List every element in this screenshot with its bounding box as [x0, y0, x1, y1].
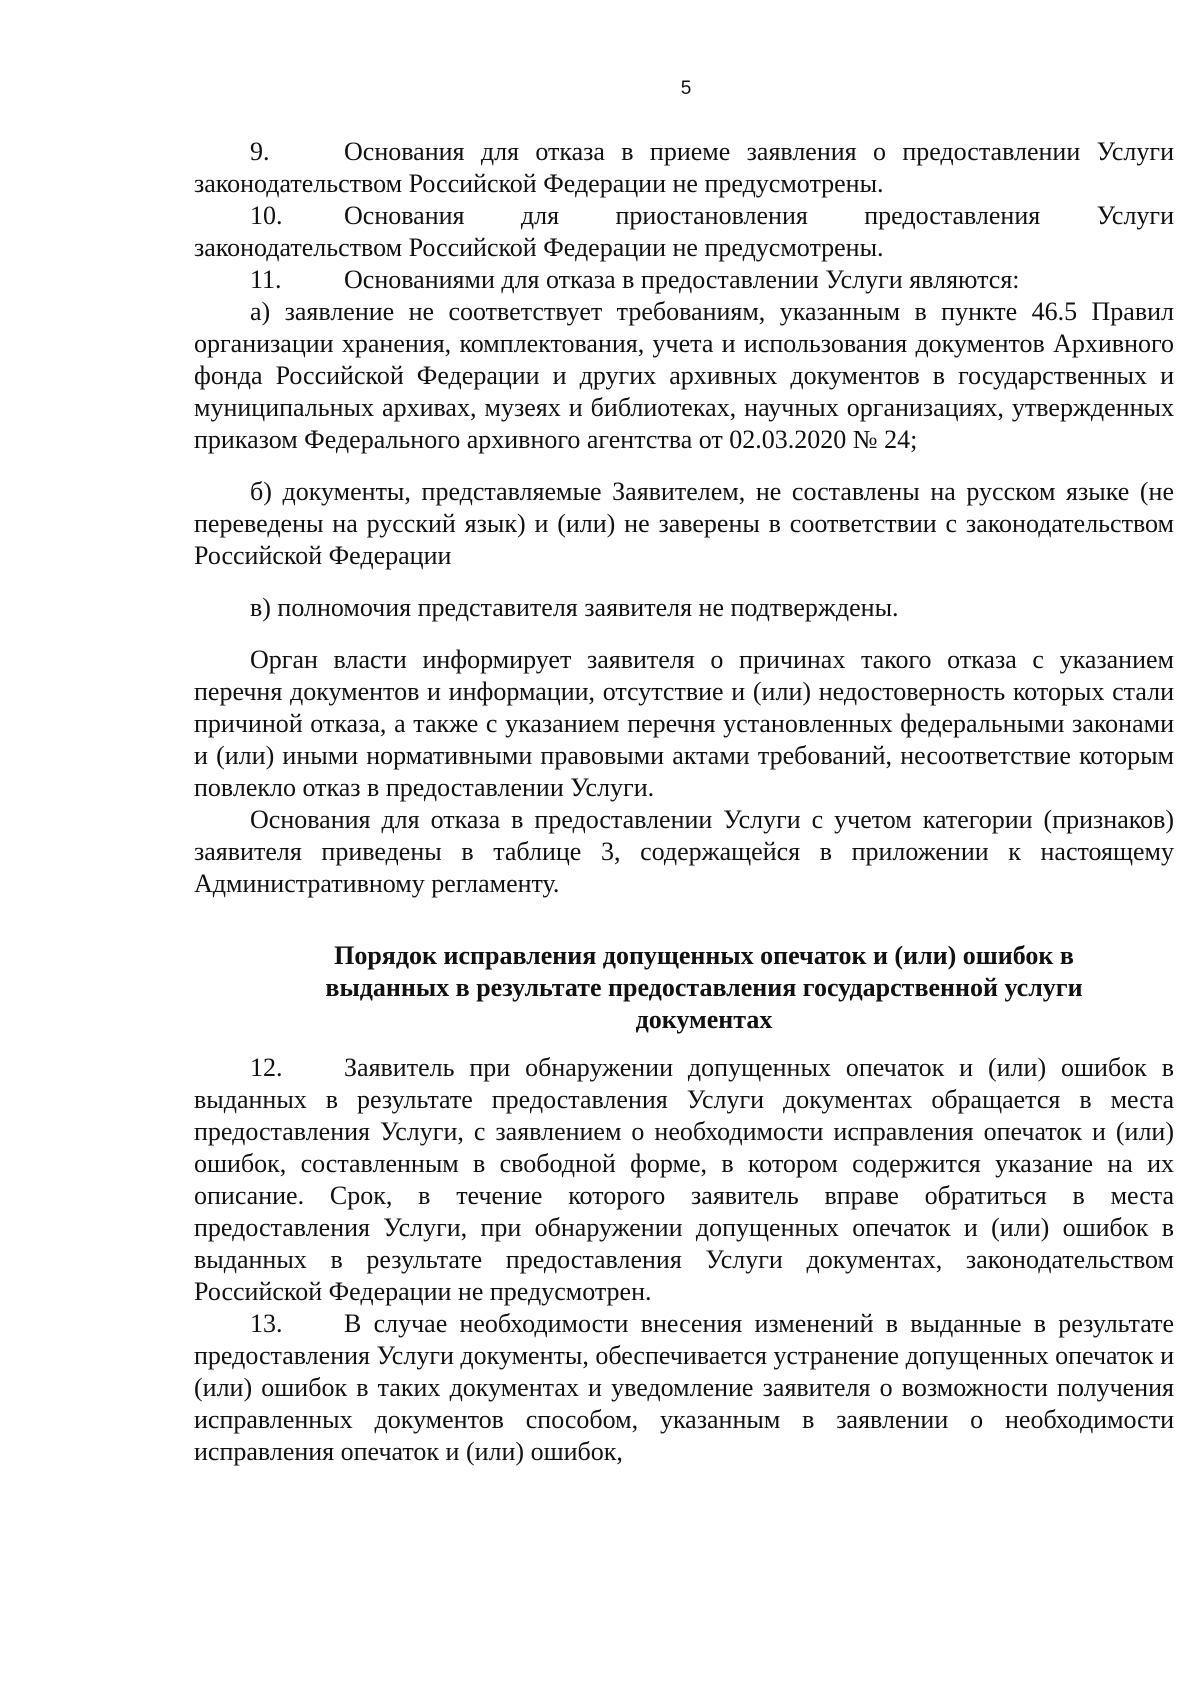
paragraph-10 [194, 200, 1174, 264]
paragraph-number: 13. [250, 1309, 283, 1338]
paragraph-text: Заявитель при обнаружении допущенных опечаток и (или) ошибок в выданных в результате предоставления Услуги документах обращается в места предоставления Услуги, с заявлением о необходимости исправления опечаток и (или) ошибок, составленным в свободной форме, в котором содержится указание на их описание. Срок, в течение которого заявитель вправе обратиться в места предоставления Услуги, при обнаружении допущенных опечаток и (или) ошибок в выданных в результате предоставления Услуги документах, законодательством Российской Федерации не предусмотрен. [194, 1053, 1174, 1306]
paragraph-number: 10. [250, 201, 283, 230]
paragraph-text: Основания для отказа в приеме заявления о предоставлении Услуги законодательством Российской Федерации не предусмотрены. [194, 137, 1174, 198]
paragraph-13 [194, 1308, 1174, 1468]
section-heading [194, 940, 1174, 1036]
paragraph-12 [194, 1052, 1174, 1308]
paragraph-number: 11. [250, 265, 282, 294]
heading-line: Порядок исправления допущенных опечаток и (или) ошибок в [334, 941, 1074, 970]
document-body [194, 136, 1174, 1468]
paragraph-11-b: б) документы, представляемые Заявителем, не составлены на русском языке (не переведены на русский язык) и (или) не заверены в соответствии с законодательством Российской Федерации [194, 477, 1174, 570]
paragraph-11 [194, 264, 1174, 296]
heading-line: документах [635, 1005, 773, 1034]
paragraph-text: Основаниями для отказа в предоставлении Услуги являются: [344, 265, 1020, 294]
paragraph-11-a: а) заявление не соответствует требованиям, указанным в пункте 46.5 Правил организации хранения, комплектования, учета и использования документов Архивного фонда Российской Федерации и других архивных документов в государственных и муниципальных архивах, музеях и библиотеках, научных организациях, утвержденных приказом Федерального архивного агентства от 02.03.2020 № 24; [194, 297, 1174, 454]
paragraph-categories-info: Основания для отказа в предоставлении Услуги с учетом категории (признаков) заявителя приведены в таблице 3, содержащейся в приложении к настоящему Административному регламенту. [194, 805, 1174, 898]
paragraph-text: Основания для приостановления предоставления Услуги законодательством Российской Федерации не предусмотрены. [194, 201, 1174, 262]
paragraph-organ-info: Орган власти информирует заявителя о причинах такого отказа с указанием перечня документов и информации, отсутствие и (или) недостоверность которых стали причиной отказа, а также с указанием перечня установленных федеральными законами и (или) иными нормативными правовыми актами требований, несоответствие которым повлекло отказ в предоставлении Услуги. [194, 645, 1174, 802]
paragraph-number: 12. [250, 1053, 283, 1082]
heading-line: выданных в результате предоставления государственной услуги [325, 973, 1083, 1002]
paragraph-text: В случае необходимости внесения изменений в выданные в результате предоставления Услуги документы, обеспечивается устранение допущенных опечаток и (или) ошибок в таких документах и уведомление заявителя о возможности получения исправленных документов способом, указанным в заявлении о необходимости исправления опечаток и (или) ошибок, [194, 1309, 1174, 1466]
paragraph-9 [194, 136, 1174, 200]
paragraph-number: 9. [250, 137, 270, 166]
paragraph-11-v: в) полномочия представителя заявителя не подтверждены. [250, 593, 899, 622]
page-number: 5 [680, 78, 692, 99]
